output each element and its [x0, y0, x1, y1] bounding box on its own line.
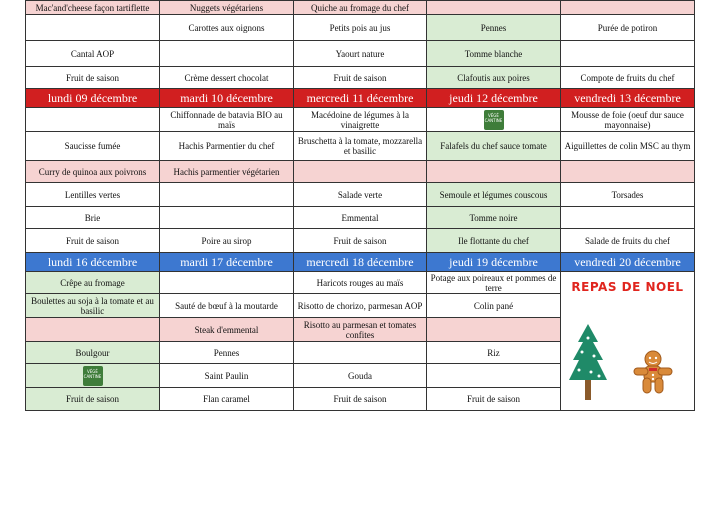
menu-cell: Purée de potiron [561, 15, 695, 41]
menu-cell [427, 1, 561, 15]
table-row [26, 41, 695, 67]
menu-cell: Tomme blanche [427, 41, 561, 67]
menu-cell [160, 183, 294, 207]
menu-cell: Pennes [160, 342, 294, 364]
menu-cell: Chiffonnade de batavia BIO au maïs [160, 108, 294, 132]
menu-grid [25, 0, 694, 411]
menu-cell: Semoule et légumes couscous [427, 183, 561, 207]
menu-cell: Cantal AOP [26, 41, 160, 67]
menu-cell [427, 161, 561, 183]
table-row [26, 108, 695, 132]
day-header: mardi 17 décembre [160, 253, 294, 272]
menu-cell: Poire au sirop [160, 229, 294, 253]
day-header-row [26, 253, 695, 272]
gingerbread-man-icon [633, 350, 673, 394]
menu-cell: Yaourt nature [294, 41, 427, 67]
menu-cell: Compote de fruits du chef [561, 67, 695, 89]
menu-cell: Petits pois au jus [294, 15, 427, 41]
menu-cell: Fruit de saison [294, 388, 427, 411]
table-row [26, 272, 695, 294]
menu-cell [561, 41, 695, 67]
day-header: mercredi 11 décembre [294, 89, 427, 108]
menu-cell: Steak d'emmental [160, 318, 294, 342]
table-row [26, 15, 695, 41]
day-header: mercredi 18 décembre [294, 253, 427, 272]
day-header: vendredi 13 décembre [561, 89, 695, 108]
menu-cell: Saint Paulin [160, 364, 294, 388]
menu-cell: Ile flottante du chef [427, 229, 561, 253]
menu-cell: Tomme noire [427, 207, 561, 229]
menu-cell: Pennes [427, 15, 561, 41]
menu-cell: Mac'and'cheese façon tartiflette [26, 1, 160, 15]
day-header: mardi 10 décembre [160, 89, 294, 108]
menu-cell: Falafels du chef sauce tomate [427, 132, 561, 161]
menu-cell: Sauté de bœuf à la moutarde [160, 294, 294, 318]
menu-cell: Brie [26, 207, 160, 229]
menu-cell [26, 318, 160, 342]
menu-cell: Risotto au parmesan et tomates confites [294, 318, 427, 342]
menu-cell: Lentilles vertes [26, 183, 160, 207]
table-row [26, 1, 695, 15]
menu-cell: Aiguillettes de colin MSC au thym [561, 132, 695, 161]
menu-cell: Gouda [294, 364, 427, 388]
menu-cell [294, 342, 427, 364]
table-row [26, 67, 695, 89]
vege-logo-icon: VÉGÉ CANTINE [83, 366, 103, 386]
menu-cell: Crêpe au fromage [26, 272, 160, 294]
menu-cell: Crème dessert chocolat [160, 67, 294, 89]
menu-cell [427, 318, 561, 342]
menu-cell: Boulgour [26, 342, 160, 364]
menu-cell: Fruit de saison [26, 229, 160, 253]
day-header: jeudi 12 décembre [427, 89, 561, 108]
vege-logo-icon: VÉGÉ CANTINE [484, 110, 504, 130]
menu-cell [427, 364, 561, 388]
menu-cell: Macédoine de légumes à la vinaigrette [294, 108, 427, 132]
menu-cell: Nuggets végétariens [160, 1, 294, 15]
day-header: lundi 16 décembre [26, 253, 160, 272]
day-header: jeudi 19 décembre [427, 253, 561, 272]
table-row [26, 207, 695, 229]
menu-cell: Flan caramel [160, 388, 294, 411]
menu-cell [561, 1, 695, 15]
menu-cell: Carottes aux oignons [160, 15, 294, 41]
menu-cell: Emmental [294, 207, 427, 229]
menu-cell [561, 161, 695, 183]
vege-logo-cell [427, 108, 561, 132]
menu-cell [160, 41, 294, 67]
menu-cell: Clafoutis aux poires [427, 67, 561, 89]
menu-cell [26, 108, 160, 132]
menu-cell: Fruit de saison [294, 67, 427, 89]
menu-cell: Torsades [561, 183, 695, 207]
menu-cell: Curry de quinoa aux poivrons [26, 161, 160, 183]
menu-cell: Fruit de saison [427, 388, 561, 411]
menu-cell: Salade verte [294, 183, 427, 207]
menu-cell [160, 207, 294, 229]
table-row [26, 229, 695, 253]
menu-cell: Colin pané [427, 294, 561, 318]
menu-cell: Riz [427, 342, 561, 364]
table-row [26, 183, 695, 207]
menu-cell: Hachis Parmentier du chef [160, 132, 294, 161]
menu-cell [160, 272, 294, 294]
menu-cell: Salade de fruits du chef [561, 229, 695, 253]
menu-cell: Bruschetta à la tomate, mozzarella et basilic [294, 132, 427, 161]
menu-cell: Boulettes au soja à la tomate et au basilic [26, 294, 160, 318]
day-header-row [26, 89, 695, 108]
christmas-meal-title: REPAS DE NOEL [571, 280, 684, 294]
day-header: vendredi 20 décembre [561, 253, 695, 272]
menu-cell: Quiche au fromage du chef [294, 1, 427, 15]
christmas-tree-icon [567, 324, 609, 404]
menu-cell: Fruit de saison [294, 229, 427, 253]
menu-cell [294, 161, 427, 183]
christmas-meal-cell [561, 272, 695, 411]
menu-table [25, 0, 695, 411]
table-row [26, 132, 695, 161]
menu-cell: Hachis parmentier végétarien [160, 161, 294, 183]
menu-cell [26, 15, 160, 41]
menu-cell: Haricots rouges au maïs [294, 272, 427, 294]
menu-cell: Potage aux poireaux et pommes de terre [427, 272, 561, 294]
menu-cell [561, 207, 695, 229]
menu-cell: Mousse de foie (oeuf dur sauce mayonnaise) [561, 108, 695, 132]
menu-cell: Saucisse fumée [26, 132, 160, 161]
table-row [26, 161, 695, 183]
menu-cell: Risotto de chorizo, parmesan AOP [294, 294, 427, 318]
vege-logo-cell [26, 364, 160, 388]
menu-cell: Fruit de saison [26, 67, 160, 89]
day-header: lundi 09 décembre [26, 89, 160, 108]
menu-cell: Fruit de saison [26, 388, 160, 411]
